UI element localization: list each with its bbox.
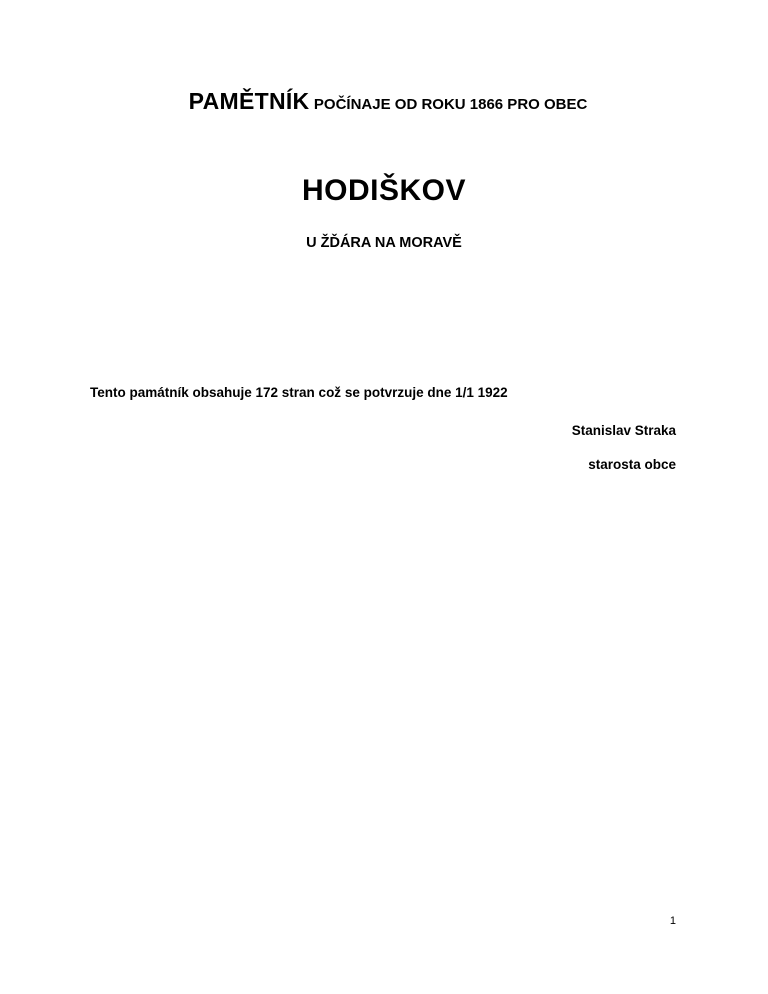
certification-statement: Tento památník obsahuje 172 stran což se potvrzuje dne 1/1 1922 — [90, 385, 508, 400]
document-title — [0, 90, 768, 113]
village-name-heading: HODIŠKOV — [301, 174, 467, 207]
title-subheading: POČÍNAJE OD ROKU 1866 PRO OBEC — [313, 96, 588, 113]
page-number: 1 — [669, 915, 676, 927]
signatory-name: Stanislav Straka — [571, 423, 676, 438]
title-main: PAMĚTNÍK — [188, 88, 310, 114]
location-subtitle: U ŽĎÁRA NA MORAVĚ — [306, 235, 462, 251]
signatory-role: starosta obce — [588, 457, 676, 472]
